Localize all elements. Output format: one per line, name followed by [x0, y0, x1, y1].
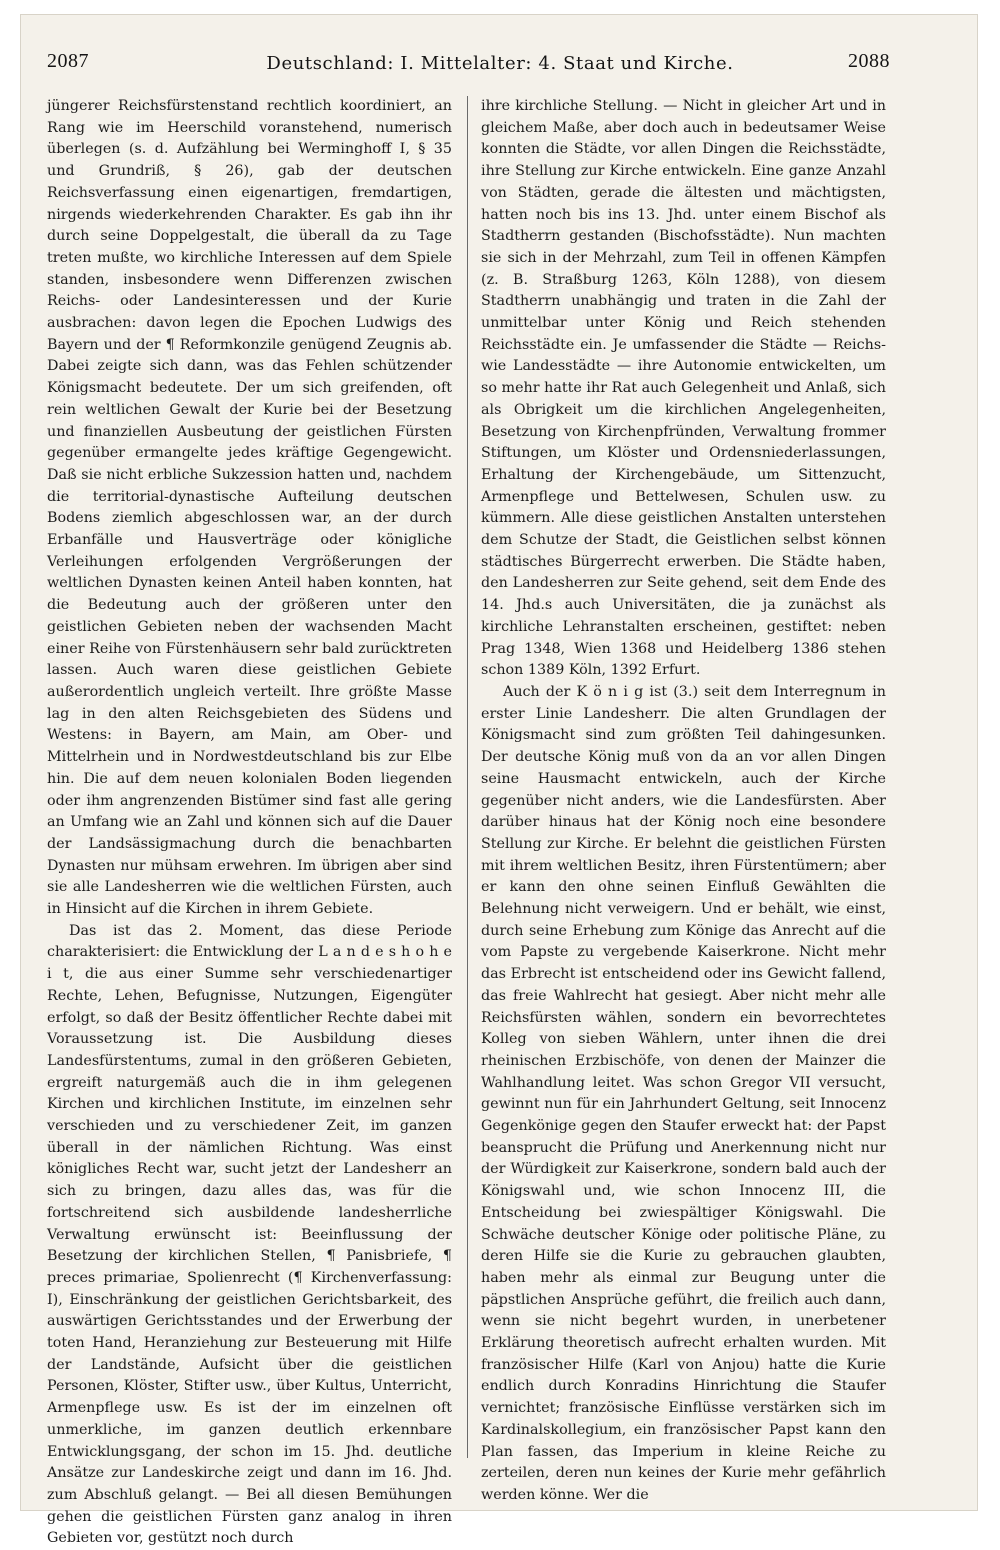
right-column [481, 96, 886, 1507]
running-head: Deutschland: I. Mittelalter: 4. Staat und Kirche. [266, 53, 734, 74]
right-paragraph-1: ihre kirchliche Stellung. — Nicht in gleicher Art und in gleichem Maße, aber doch auch in bedeutsamer Weise konnten die Städte, vor allen Dingen die Reichsstädte, ihre Stellung zur Kirche entwickeln. Eine ganze Anzahl von Städten, gerade die ältesten und mächtigsten, hatten noch bis ins 13. Jhd. unter einem Bischof als Stadtherrn gestanden (Bischofsstädte). Nun machten sie sich in der Mehrzahl, zum Teil in offenen Kämpfen (z. B. Straßburg 1263, Köln 1288), von diesem Stadtherrn unabhängig und traten in die Zahl der unmittelbar unter König und Reich stehenden Reichsstädte ein. Je umfassender die Städte — Reichs- wie Landesstädte — ihre Autonomie entwickelten, um so mehr hatte ihr Rat auch Gelegenheit und Anlaß, sich als Obrigkeit um die kirchlichen Angelegenheiten, Besetzung von Kirchenpfründen, Verwaltung frommer Stiftungen, um Klöster und Ordensniederlassungen, Erhaltung der Kirchengebäude, um Sittenzucht, Armenpflege und Bettelwesen, Schulen usw. zu kümmern. Alle diese geistlichen Anstalten unterstehen dem Schutze der Stadt, die Geistlichen selbst können städtisches Bürgerrecht erwerben. Die Städte haben, den Landesherren zur Seite gehend, seit dem Ende des 14. Jhd.s auch Universitäten, die ja zunächst als kirchliche Lehranstalten erscheinen, gestiftet: neben Prag 1348, Wien 1368 und Heidelberg 1386 stehen schon 1389 Köln, 1392 Erfurt. [481, 98, 886, 679]
column-divider [467, 96, 468, 1458]
page-number-right: 2088 [848, 50, 890, 72]
left-paragraph-1: jüngerer Reichsfürstenstand rechtlich koordiniert, an Rang wie im Heerschild voranstehend, numerisch überlegen (s. d. Aufzählung bei Werminghoff I, § 35 und Grundriß, § 26), gab der deutschen Reichsverfassung einen eigenartigen, fremdartigen, nirgends wiederkehrenden Charakter. Es gab ihn ihr durch seine Doppelgestalt, die überall da zu Tage treten mußte, wo kirchliche Interessen auf dem Spiele standen, insbesondere wenn Differenzen zwischen Reichs- oder Landesinteressen und der Kurie ausbrachen: davon legen die Epochen Ludwigs des Bayern und der ¶ Reformkonzile genügend Zeugnis ab. Dabei zeigte sich dann, was das Fehlen schützender Königsmacht bedeutete. Der um sich greifenden, oft rein weltlichen Gewalt der Kurie bei der Besetzung und finanziellen Ausbeutung der geistlichen Fürsten gegenüber ermangelte jedes kräftige Gegengewicht. Daß sie nicht erbliche Sukzession hatten und, nachdem die territorial-dynastische Aufteilung deutschen Bodens ziemlich abgeschlossen war, an der durch Erbanfälle und Hausverträge oder königliche Verleihungen erfolgenden Vergrößerungen der weltlichen Dynasten keinen Anteil haben konnten, hat die Bedeutung auch der größeren unter den geistlichen Gebieten neben der wachsenden Macht einer Reihe von Fürstenhäusern sehr bald zurücktreten lassen. Auch waren diese geistlichen Gebiete außerordentlich ungleich verteilt. Ihre größte Masse lag in den alten Reichsgebieten des Südens und Westens: in Bayern, am Main, am Ober- und Mittelrhein und in Nordwestdeutschland bis zur Elbe hin. Die auf dem neuen kolonialen Boden liegenden oder ihm angrenzenden Bistümer sind fast alle gering an Umfang wie an Zahl und können sich auf die Dauer der Landsässigmachung durch die benachbarten Dynasten nur mühsam erwehren. Im übrigen aber sind sie alle Landesherren wie die weltlichen Fürsten, auch in Hinsicht auf die Kirchen in ihrem Gebiete. [47, 98, 452, 918]
left-column [47, 96, 452, 1550]
right-paragraph-2: Auch der K ö n i g ist (3.) seit dem Interregnum in erster Linie Landesherr. Die alten Grundlagen der Königsmacht sind zum größten Teil dahingesunken. Der deutsche König muß von da an vor allen Dingen seine Hausmacht entwickeln, auch der Kirche gegenüber nicht anders, wie die Landesfürsten. Aber darüber hinaus hat der König noch eine besondere Stellung zur Kirche. Er belehnt die geistlichen Fürsten mit ihrem weltlichen Besitz, ihren Fürstentümern; aber er kann den ohne seinen Einfluß Gewählten die Belehnung nicht verweigern. Und er behält, wie einst, durch seine Erhebung zum Könige das Anrecht auf die vom Papste zu vergebende Kaiserkrone. Nicht mehr das Erbrecht ist entscheidend oder ins Gewicht fallend, das freie Wahlrecht hat gesiegt. Aber nicht mehr alle Reichsfürsten wählen, sondern ein bevorrechtetes Kolleg von sieben Wählern, unter ihnen die drei rheinischen Erzbischöfe, von denen der Mainzer die Wahlhandlung leitet. Was schon Gregor VII versucht, gewinnt nun für ein Jahrhundert Geltung, seit Innocenz Gegenkönige gegen den Staufer erweckt hat: der Papst beansprucht die Prüfung und Anerkennung nicht nur der Würdigkeit zur Kaiserkrone, sondern bald auch der Königswahl und, wie schon Innocenz III, die Entscheidung bei zwiespältiger Königswahl. Die Schwäche deutscher Könige oder politische Pläne, zu deren Hilfe sie die Kurie zu gebrauchen glaubten, haben mehr als einmal zur Beugung unter die päpstlichen Ansprüche geführt, die freilich auch dann, wenn sie nicht begehrt wurden, in unerbetener Erklärung theoretisch aufrecht erhalten wurden. Mit französischer Hilfe (Karl von Anjou) hatte die Kurie endlich durch Konradins Hinrichtung die Staufer vernichtet; französische Einflüsse verstärken sich im Kardinalskollegium, ein französischer Papst kann den Plan fassen, das Imperium in kleine Reiche zu zerteilen, deren nun keines der Kurie mehr gefährlich werden könne. Wer die [481, 683, 886, 1503]
page-number-left: 2087 [47, 50, 89, 72]
left-paragraph-2: Das ist das 2. Moment, das diese Periode charakterisiert: die Entwicklung der L a n d e s h o h e i t, die aus einer Summe sehr verschiedenartiger Rechte, Lehen, Befugnisse, Nutzungen, Eigengüter erfolgt, so daß der Besitz öffentlicher Rechte dabei mit Voraussetzung ist. Die Ausbildung dieses Landesfürstentums, zumal in den größeren Gebieten, ergreift naturgemäß auch die in ihm gelegenen Kirchen und kirchlichen Institute, im einzelnen sehr verschieden und zu verschiedener Zeit, im ganzen überall in der nämlichen Richtung. Was einst königliches Recht war, sucht jetzt der Landesherr an sich zu bringen, dazu alles das, was für die fortschreitend sich ausbildende landesherrliche Verwaltung erwünscht ist: Beeinflussung der Besetzung der kirchlichen Stellen, ¶ Panisbriefe, ¶ preces primariae, Spolienrecht (¶ Kirchenverfassung: I), Einschränkung der geistlichen Gerichtsbarkeit, des auswärtigen Gerichtsstandes und der Erwerbung der toten Hand, Heranziehung zur Besteuerung mit Hilfe der Landstände, Aufsicht über die geistlichen Personen, Klöster, Stifter usw., über Kultus, Unterricht, Armenpflege usw. Es ist der im einzelnen oft unmerkliche, im ganzen deutlich erkennbare Entwicklungsgang, der schon im 15. Jhd. deutliche Ansätze zur Landeskirche zeigt und dann im 16. Jhd. zum Abschluß gelangt. — Bei all diesen Bemühungen gehen die geistlichen Fürsten ganz analog in ihren Gebieten vor, gestützt noch durch [47, 922, 452, 1547]
